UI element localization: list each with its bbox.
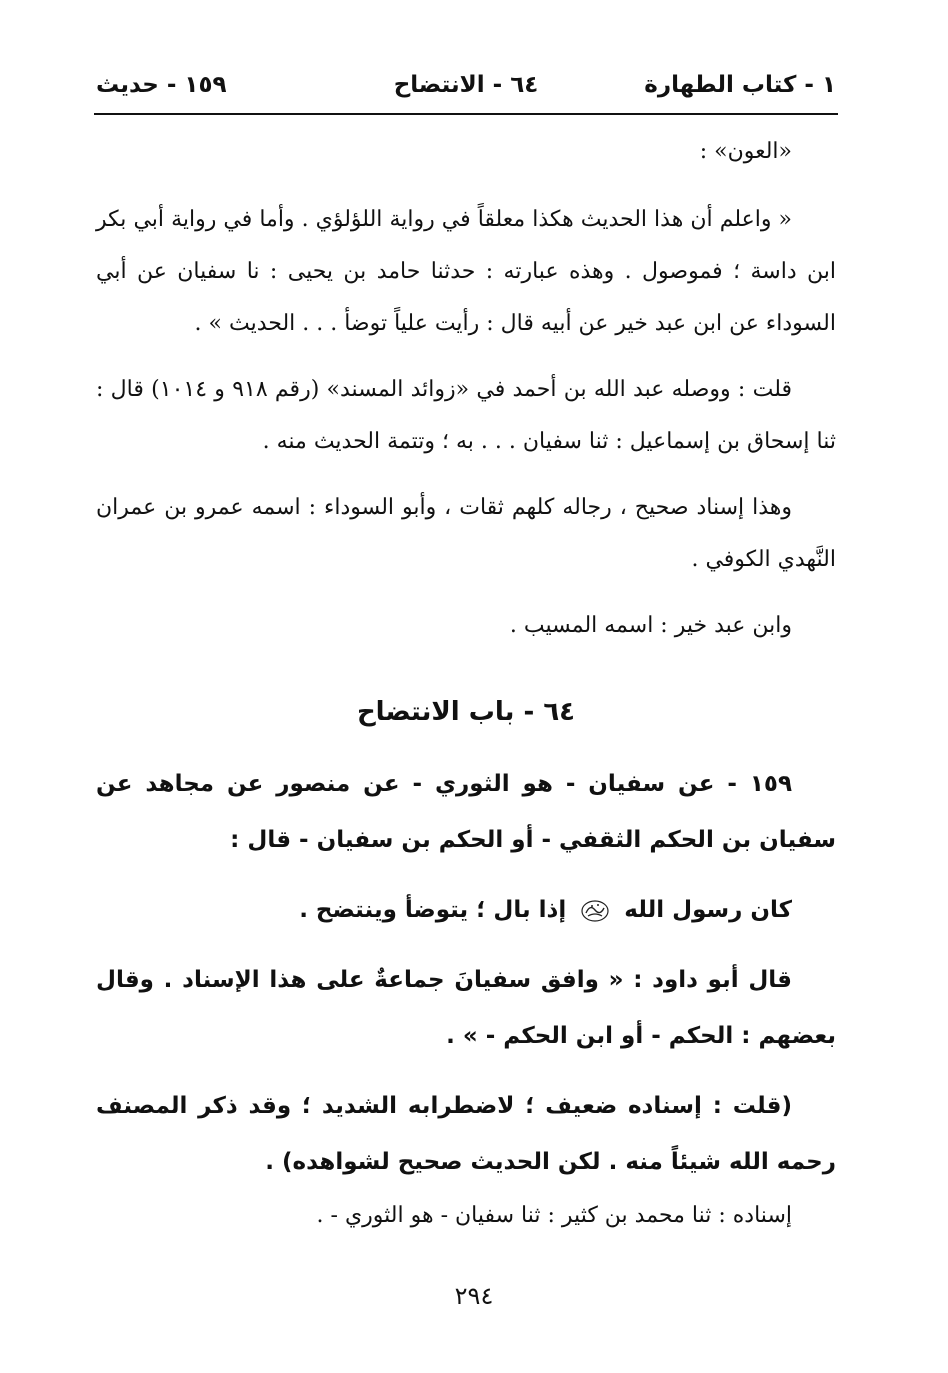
chapter-heading: ٦٤ - باب الانتضاح	[356, 697, 576, 727]
editor-grading-note: (قلت : إسناده ضعيف ؛ لاضطرابه الشديد ؛ وقد ذكر المصنف رحمه الله شيئاً منه . لكن الحديث صحيح لشواهده) .	[96, 1093, 836, 1175]
matn-after: إذا بال ؛ يتوضأ وينتضح .	[299, 897, 567, 923]
header-chapter-title: ٦٤ - الانتضاح	[393, 72, 539, 98]
header-book-title: ١ - كتاب الطهارة	[644, 72, 836, 98]
paragraph-author-note: قلت : ووصله عبد الله بن أحمد في «زوائد المسند» (رقم ٩١٨ و ١٠١٤) قال : ثنا إسحاق بن إسماعيل : ثنا سفيان . . . به ؛ وتتمة الحديث منه .	[96, 377, 836, 454]
paragraph-aun-label: «العون» :	[699, 139, 792, 164]
page-body	[96, 126, 836, 1242]
paragraph-aun-quote: « واعلم أن هذا الحديث هكذا معلقاً في رواية اللؤلؤي . وأما في رواية أبي بكر ابن داسة ؛ فموصول . وهذه عبارته : حدثنا حامد بن يحيى : نا سفيان عن أبي السوداء عن ابن عبد خير عن أبيه قال : رأيت علياً توضأ . . . الحديث » .	[96, 207, 836, 336]
page-number: ٢٩٤	[454, 1282, 494, 1310]
running-header	[96, 68, 836, 108]
salawat-honorific-icon	[580, 898, 610, 924]
matn-before: كان رسول الله	[624, 897, 792, 923]
isnad-line: إسناده : ثنا محمد بن كثير : ثنا سفيان - هو الثوري - .	[316, 1203, 792, 1228]
header-hadith-number: ١٥٩ - حديث	[96, 72, 227, 98]
paragraph-isnad-grading: وهذا إسناد صحيح ، رجاله كلهم ثقات ، وأبو السوداء : اسمه عمرو بن عمران النَّهدي الكوفي .	[96, 495, 836, 572]
paragraph-narrator-name: وابن عبد خير : اسمه المسيب .	[509, 613, 792, 638]
header-rule	[94, 113, 838, 115]
abu-dawud-comment: قال أبو داود : « وافق سفيانَ جماعةٌ على هذا الإسناد . وقال بعضهم : الحكم - أو ابن الحكم - » .	[96, 967, 836, 1049]
hadith-matn	[96, 882, 836, 938]
hadith-text: ١٥٩ - عن سفيان - هو الثوري - عن منصور عن مجاهد عن سفيان بن الحكم الثقفي - أو الحكم بن سفيان - قال :	[96, 771, 836, 853]
